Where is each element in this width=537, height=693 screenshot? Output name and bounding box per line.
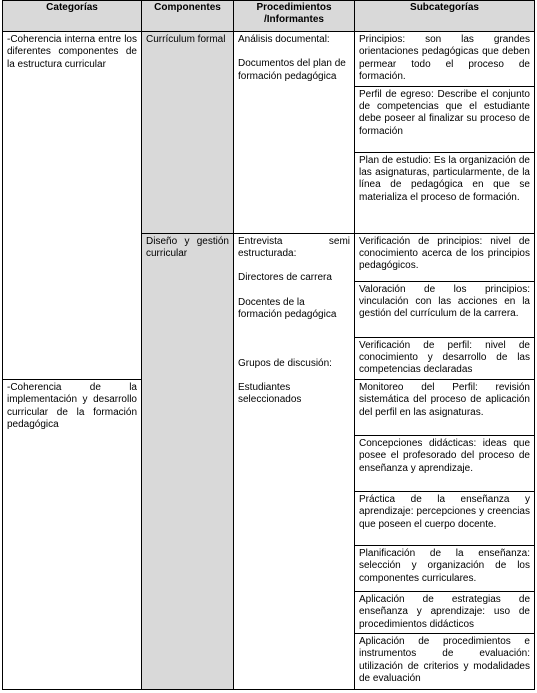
subcategoria-text: Planificación de la enseñanza: selección y organización de los componentes curriculares. — [359, 547, 530, 584]
subcategoria-cell — [355, 545, 535, 591]
procedimiento-2-grupos: Grupos de discusión: — [238, 357, 332, 369]
subcategoria-cell — [355, 634, 535, 690]
subcategoria-text: Concepciones didácticas: ideas que posee el profesorado del proceso de enseñanza y aprendizaje. — [359, 437, 530, 474]
subcategoria-cell — [355, 281, 535, 337]
subcategoria-text: Perfil de egreso: Describe el conjunto de competencias que el estudiante debe poseer al finalizar su proceso de formación — [359, 88, 530, 137]
componente-text-1: Currículum formal — [146, 34, 226, 45]
subcategoria-cell — [355, 86, 535, 152]
subcategoria-cell — [355, 32, 535, 87]
header-procedimientos-line1: Procedimientos — [256, 2, 332, 13]
header-componentes-label: Componentes — [154, 2, 221, 13]
subcategoria-text: Aplicación de estrategias de enseñanza y aprendizaje: uso de procedimientos didácticos — [359, 593, 530, 630]
subcategoria-text: Monitoreo del Perfil: revisión sistemática del proceso de aplicación del perfil en las asignaturas. — [359, 381, 530, 418]
subcategoria-text: Aplicación de procedimientos e instrumentos de evaluación: utilización de criterios y modalidades de evaluación — [359, 636, 530, 685]
categoria-cell-1 — [3, 32, 142, 380]
categoria-text-2: -Coherencia de la implementación y desarrollo curricular de la formación pedagógica — [7, 381, 137, 431]
subcategoria-text: Verificación de principios: nivel de conocimiento acerca de los principios pedagógicos. — [359, 235, 530, 272]
procedimiento-2-estudiantes: Estudiantes seleccionados — [238, 382, 302, 406]
subcategoria-cell — [355, 591, 535, 633]
procedimiento-1-title: Análisis documental: — [238, 34, 330, 45]
subcategoria-cell — [355, 379, 535, 435]
componente-cell-2 — [142, 233, 234, 689]
header-componentes — [142, 1, 234, 32]
subcategoria-cell — [355, 337, 535, 379]
subcategoria-text: Plan de estudio: Es la organización de las asignaturas, particularmente, de la línea de pedagógica en que se materializa el proceso de formación. — [359, 154, 530, 203]
table-row — [3, 32, 535, 87]
subcategoria-cell — [355, 233, 535, 281]
procedimiento-2-directores: Directores de carrera — [238, 272, 332, 284]
header-procedimientos — [234, 1, 355, 32]
categoria-cell-2 — [3, 379, 142, 689]
subcategoria-text: Práctica de la enseñanza y aprendizaje: percepciones y creencias que poseen el cuerpo docente. — [359, 493, 530, 530]
categories-table — [2, 0, 535, 690]
categoria-text-1: -Coherencia interna entre los diferentes componentes de la estructura curricular — [7, 34, 137, 70]
componente-text-2: Diseño y gestión curricular — [146, 235, 229, 260]
subcategoria-cell — [355, 435, 535, 491]
subcategoria-cell — [355, 491, 535, 545]
header-categorias-label: Categorías — [46, 2, 98, 13]
procedimiento-cell-1 — [234, 32, 355, 234]
procedimiento-2-title: Entrevista semi estructurada: — [238, 235, 350, 260]
header-subcategorias — [355, 1, 535, 32]
subcategoria-text: Verificación de perfil: nivel de conocimiento y desarrollo de las competencias declaradas — [359, 339, 530, 376]
procedimiento-cell-2 — [234, 233, 355, 689]
componente-cell-1 — [142, 32, 234, 234]
header-procedimientos-line2: /Informantes — [263, 14, 324, 25]
header-subcategorias-label: Subcategorías — [410, 2, 479, 13]
header-categorias — [3, 1, 142, 32]
subcategoria-text: Principios: son las grandes orientaciones pedagógicas que deben permear todo el proceso de formación. — [359, 34, 530, 83]
subcategoria-cell — [355, 152, 535, 233]
procedimiento-2-docentes: Docentes de la formación pedagógica — [238, 296, 337, 321]
subcategoria-text: Valoración de los principios: vinculación con las acciones en la gestión del currículum de la carrera. — [359, 283, 530, 320]
header-row — [3, 1, 535, 32]
procedimiento-1-informantes: Documentos del plan de formación pedagógica — [238, 58, 346, 82]
